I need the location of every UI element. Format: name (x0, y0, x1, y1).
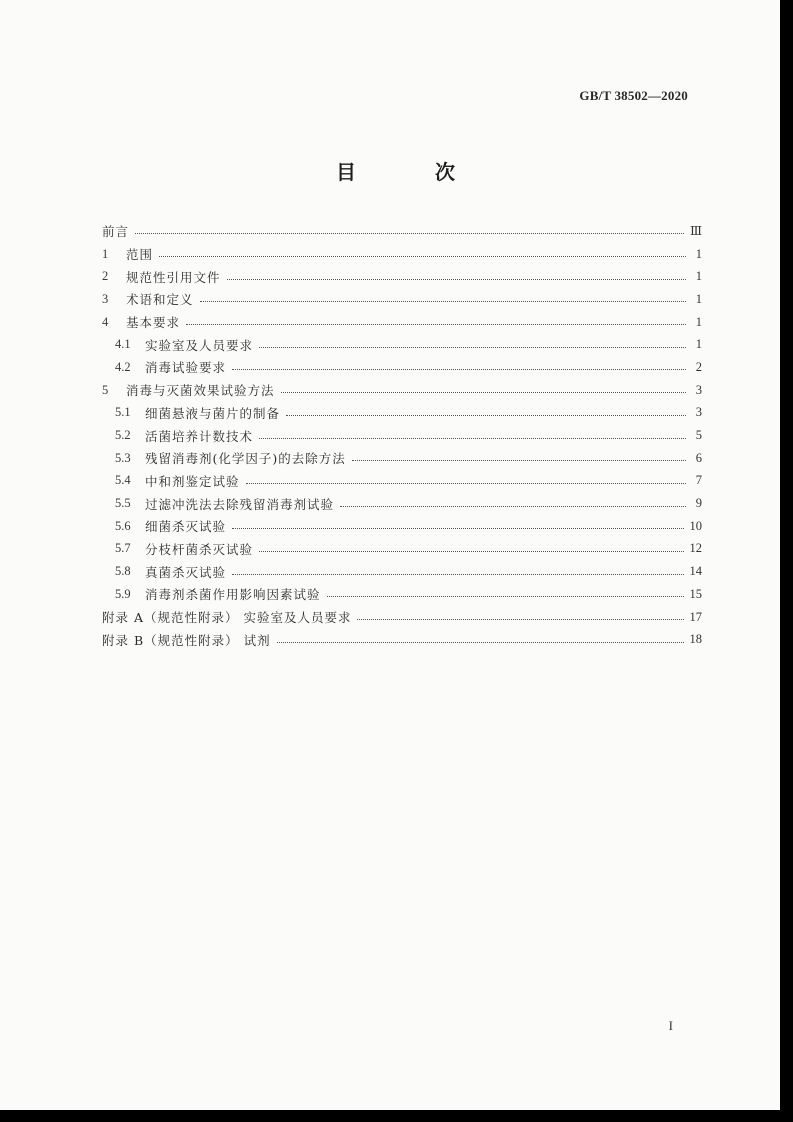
toc-dot-leader (357, 618, 683, 620)
toc-entry-number: 2 (102, 269, 109, 284)
toc-entry[interactable] (102, 606, 702, 629)
toc-entry-label: 附录 B（规范性附录） 试剂 (102, 632, 271, 648)
toc-dot-leader (277, 641, 684, 643)
toc-dot-leader (352, 459, 686, 461)
toc-entry-label: 中和剂鉴定试验 (145, 473, 240, 489)
toc-entry-label: 活菌培养计数技术 (145, 428, 254, 444)
toc-dot-leader (281, 391, 686, 393)
toc-entry-number: 1 (102, 246, 109, 261)
toc-entry[interactable] (102, 356, 702, 379)
toc-dot-leader (259, 550, 683, 552)
toc-entry-label: 前言 (102, 224, 130, 240)
toc-entry-number: 3 (102, 291, 109, 306)
toc-entry[interactable] (102, 265, 702, 288)
toc-entry[interactable] (102, 628, 702, 651)
toc-title: 目 次 (336, 160, 491, 184)
toc-entry-label: 细菌悬液与菌片的制备 (145, 405, 281, 421)
toc-entry-page: 1 (695, 291, 702, 306)
toc-entry-page: 1 (695, 337, 702, 352)
toc-entry-page: 10 (689, 518, 702, 533)
toc-entry-number: 4.2 (115, 359, 131, 374)
toc-entry-page: 9 (695, 496, 702, 511)
toc-entry-label: 过滤冲洗法去除残留消毒剂试验 (145, 496, 335, 512)
toc-entry[interactable] (102, 492, 702, 515)
toc-entry-label: 细菌杀灭试验 (145, 519, 227, 535)
toc-entry-number: 5.7 (115, 541, 131, 556)
toc-entry[interactable] (102, 515, 702, 538)
document-code: GB/T 38502—2020 (579, 88, 688, 103)
toc-entry-page: 5 (695, 428, 702, 443)
toc-entry[interactable] (102, 538, 702, 561)
toc-entry-label: 实验室及人员要求 (145, 337, 254, 353)
toc-entry-label: 消毒试验要求 (145, 360, 227, 376)
toc-dot-leader (159, 255, 686, 257)
toc-entry[interactable] (102, 379, 702, 402)
toc-dot-leader (286, 414, 686, 416)
toc-entry-number: 5.5 (115, 496, 131, 511)
toc-entry-page: 14 (689, 564, 702, 579)
toc-dot-leader (232, 573, 683, 575)
toc-entry-page: Ⅲ (689, 224, 702, 239)
toc-dot-leader (135, 232, 684, 234)
toc-entry-number: 5 (102, 382, 109, 397)
toc-entry-page: 2 (695, 359, 702, 374)
toc-entry[interactable] (102, 424, 702, 447)
toc-entry[interactable] (102, 402, 702, 425)
toc-entry-page: 12 (689, 541, 702, 556)
toc-entry-number: 5.8 (115, 564, 131, 579)
toc-entry[interactable] (102, 311, 702, 334)
toc-entry-label: 真菌杀灭试验 (145, 564, 227, 580)
toc-entry-label: 残留消毒剂(化学因子)的去除方法 (145, 451, 346, 467)
toc-entry-label: 基本要求 (126, 315, 181, 331)
toc-entry[interactable] (102, 243, 702, 266)
toc-entry-label: 分枝杆菌杀灭试验 (145, 541, 254, 557)
toc-entry[interactable] (102, 583, 702, 606)
page-number: I (668, 1018, 673, 1033)
toc-dot-leader (227, 278, 686, 280)
toc-entry[interactable] (102, 470, 702, 493)
toc-entry-number: 5.3 (115, 450, 131, 465)
toc-entry-number: 4 (102, 314, 109, 329)
toc-entry-label: 消毒剂杀菌作用影响因素试验 (145, 587, 321, 603)
toc-entry[interactable] (102, 288, 702, 311)
toc-dot-leader (340, 505, 686, 507)
toc-entry-page: 3 (695, 382, 702, 397)
table-of-contents (102, 220, 702, 651)
toc-entry[interactable] (102, 220, 702, 243)
toc-dot-leader (259, 346, 686, 348)
toc-entry-label: 附录 A（规范性附录） 实验室及人员要求 (102, 610, 352, 626)
toc-dot-leader (232, 368, 686, 370)
toc-entry-number: 5.2 (115, 428, 131, 443)
toc-dot-leader (327, 595, 684, 597)
toc-entry-page: 1 (695, 314, 702, 329)
toc-dot-leader (186, 323, 686, 325)
toc-entry-page: 3 (695, 405, 702, 420)
toc-entry-page: 15 (689, 586, 702, 601)
toc-entry-label: 术语和定义 (126, 292, 194, 308)
toc-dot-leader (259, 437, 686, 439)
toc-entry-number: 4.1 (115, 337, 131, 352)
toc-entry-page: 17 (689, 609, 702, 624)
toc-entry[interactable] (102, 333, 702, 356)
toc-entry-number: 5.1 (115, 405, 131, 420)
toc-entry-number: 5.9 (115, 586, 131, 601)
toc-entry-page: 7 (695, 473, 702, 488)
toc-entry[interactable] (102, 447, 702, 470)
toc-entry-page: 18 (689, 632, 702, 647)
toc-entry-number: 5.6 (115, 518, 131, 533)
toc-entry-label: 消毒与灭菌效果试验方法 (126, 383, 275, 399)
toc-entry[interactable] (102, 560, 702, 583)
toc-entry-page: 1 (695, 269, 702, 284)
toc-entry-page: 1 (695, 246, 702, 261)
toc-entry-number: 5.4 (115, 473, 131, 488)
toc-entry-page: 6 (695, 450, 702, 465)
toc-dot-leader (246, 482, 686, 484)
toc-dot-leader (232, 527, 683, 529)
toc-entry-label: 规范性引用文件 (126, 269, 221, 285)
toc-dot-leader (200, 300, 686, 302)
toc-entry-label: 范围 (126, 247, 154, 263)
